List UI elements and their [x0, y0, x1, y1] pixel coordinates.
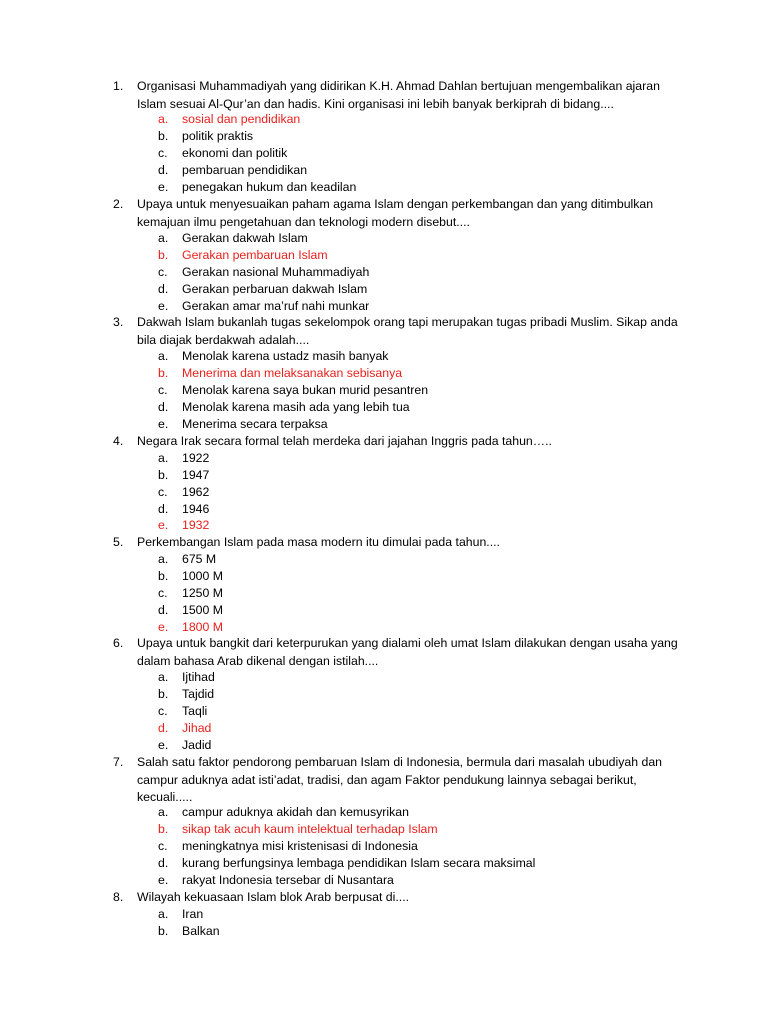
- option-7b: [0, 821, 768, 838]
- option-text: 1922: [182, 451, 210, 465]
- option-letter: b.: [158, 822, 169, 836]
- option-text: sikap tak acuh kaum intelektual terhadap Islam: [182, 822, 438, 836]
- option-letter: e.: [158, 518, 169, 532]
- option-text: Iran: [182, 907, 204, 921]
- option-letter: b.: [158, 129, 169, 143]
- question-number: 4.: [113, 434, 124, 448]
- question-text: Perkembangan Islam pada masa modern itu dimulai pada tahun....: [137, 535, 500, 549]
- question-number: 2.: [113, 197, 124, 211]
- question-text: Wilayah kekuasaan Islam blok Arab berpusat di....: [137, 890, 410, 904]
- question-text: Organisasi Muhammadiyah yang didirikan K.H. Ahmad Dahlan bertujuan mengembalikan ajaran Islam sesuai Al-Qur’an dan hadis. Kini organisasi ini lebih banyak berkiprah di bidang....: [137, 79, 660, 111]
- option-4e: [0, 517, 768, 534]
- option-letter: e.: [158, 417, 169, 431]
- option-6d: [0, 720, 768, 737]
- option-text: sosial dan pendidikan: [182, 112, 301, 126]
- option-letter: a.: [158, 112, 169, 126]
- option-text: 1946: [182, 502, 210, 516]
- question-text: Upaya untuk bangkit dari keterpurukan yang dialami oleh umat Islam dilakukan dengan usaha yang dalam bahasa Arab dikenal dengan istilah....: [137, 636, 678, 668]
- option-text: 1962: [182, 485, 210, 499]
- option-7d: [0, 855, 768, 872]
- option-3c: [0, 382, 768, 399]
- question-text: Upaya untuk menyesuaikan paham agama Islam dengan perkembangan dan yang ditimbulkan kemajuan ilmu pengetahuan dan teknologi modern disebut....: [137, 197, 654, 229]
- option-text: penegakan hukum dan keadilan: [182, 180, 357, 194]
- option-text: Gerakan pembaruan Islam: [182, 248, 328, 262]
- option-text: pembaruan pendidikan: [182, 163, 308, 177]
- option-7c: [0, 838, 768, 855]
- option-text: Jadid: [182, 738, 212, 752]
- question-number: 1.: [113, 79, 124, 93]
- question-text: Negara Irak secara formal telah merdeka dari jajahan Inggris pada tahun…..: [137, 434, 552, 448]
- option-text: meningkatnya misi kristenisasi di Indonesia: [182, 839, 418, 853]
- option-text: Menolak karena masih ada yang lebih tua: [182, 400, 410, 414]
- option-letter: e.: [158, 180, 169, 194]
- option-4c: [0, 484, 768, 501]
- option-text: Gerakan dakwah Islam: [182, 231, 308, 245]
- option-letter: e.: [158, 620, 169, 634]
- option-text: politik praktis: [182, 129, 254, 143]
- option-text: Taqli: [182, 704, 208, 718]
- option-letter: c.: [158, 839, 168, 853]
- question-text: Salah satu faktor pendorong pembaruan Islam di Indonesia, bermula dari masalah ubudiyah dan campur aduknya adat isti’adat, tradisi, dan agam Faktor pendukung lainnya sebagai berikut, kecuali.....: [137, 755, 663, 804]
- option-5b: [0, 568, 768, 585]
- option-letter: b.: [158, 924, 169, 938]
- option-text: 1947: [182, 468, 210, 482]
- option-letter: c.: [158, 146, 168, 160]
- option-text: Menerima secara terpaksa: [182, 417, 328, 431]
- option-8a: [0, 906, 768, 923]
- option-letter: c.: [158, 485, 168, 499]
- option-6a: [0, 669, 768, 686]
- option-3e: [0, 416, 768, 433]
- option-letter: c.: [158, 383, 168, 397]
- option-letter: d.: [158, 603, 169, 617]
- question-number: 6.: [113, 636, 124, 650]
- option-5e: [0, 619, 768, 636]
- option-text: 675 M: [182, 552, 217, 566]
- option-text: Ijtihad: [182, 670, 215, 684]
- option-letter: e.: [158, 299, 169, 313]
- option-letter: b.: [158, 248, 169, 262]
- option-letter: d.: [158, 502, 169, 516]
- option-2b: [0, 247, 768, 264]
- option-text: rakyat Indonesia tersebar di Nusantara: [182, 873, 394, 887]
- option-1e: [0, 179, 768, 196]
- option-letter: a.: [158, 349, 169, 363]
- option-letter: a.: [158, 670, 169, 684]
- option-letter: e.: [158, 738, 169, 752]
- option-text: Gerakan amar ma’ruf nahi munkar: [182, 299, 370, 313]
- option-5d: [0, 602, 768, 619]
- option-text: kurang berfungsinya lembaga pendidikan Islam secara maksimal: [182, 856, 536, 870]
- option-letter: c.: [158, 704, 168, 718]
- option-text: 1932: [182, 518, 210, 532]
- option-letter: a.: [158, 907, 169, 921]
- question-number: 3.: [113, 315, 124, 329]
- option-6c: [0, 703, 768, 720]
- option-3d: [0, 399, 768, 416]
- option-letter: b.: [158, 468, 169, 482]
- option-text: 1800 M: [182, 620, 224, 634]
- question-number: 5.: [113, 535, 124, 549]
- option-letter: d.: [158, 721, 169, 735]
- option-letter: a.: [158, 552, 169, 566]
- option-letter: a.: [158, 805, 169, 819]
- option-2e: [0, 298, 768, 315]
- option-2a: [0, 230, 768, 247]
- question-number: 7.: [113, 755, 124, 769]
- option-1b: [0, 128, 768, 145]
- option-text: Menolak karena saya bukan murid pesantren: [182, 383, 429, 397]
- option-letter: b.: [158, 687, 169, 701]
- option-5a: [0, 551, 768, 568]
- option-text: 1500 M: [182, 603, 224, 617]
- option-4b: [0, 467, 768, 484]
- option-letter: a.: [158, 231, 169, 245]
- option-text: Gerakan perbaruan dakwah Islam: [182, 282, 368, 296]
- option-1a: [0, 111, 768, 128]
- option-letter: d.: [158, 400, 169, 414]
- option-letter: d.: [158, 856, 169, 870]
- option-text: Balkan: [182, 924, 220, 938]
- option-7a: [0, 804, 768, 821]
- option-3b: [0, 365, 768, 382]
- option-text: 1000 M: [182, 569, 224, 583]
- option-text: Tajdid: [182, 687, 215, 701]
- option-text: Jihad: [182, 721, 212, 735]
- option-letter: a.: [158, 451, 169, 465]
- option-letter: b.: [158, 569, 169, 583]
- option-text: Menolak karena ustadz masih banyak: [182, 349, 389, 363]
- option-letter: c.: [158, 586, 168, 600]
- option-text: Gerakan nasional Muhammadiyah: [182, 265, 370, 279]
- option-5c: [0, 585, 768, 602]
- option-letter: c.: [158, 265, 168, 279]
- option-1c: [0, 145, 768, 162]
- option-8b: [0, 923, 768, 940]
- option-6e: [0, 737, 768, 754]
- option-text: ekonomi dan politik: [182, 146, 288, 160]
- option-7e: [0, 872, 768, 889]
- question-text: Dakwah Islam bukanlah tugas sekelompok orang tapi merupakan tugas pribadi Muslim. Sikap anda bila diajak berdakwah adalah....: [137, 315, 678, 347]
- option-letter: b.: [158, 366, 169, 380]
- option-letter: d.: [158, 163, 169, 177]
- option-letter: e.: [158, 873, 169, 887]
- option-1d: [0, 162, 768, 179]
- option-text: campur aduknya akidah dan kemusyrikan: [182, 805, 409, 819]
- question-number: 8.: [113, 890, 124, 904]
- option-2c: [0, 264, 768, 281]
- option-4a: [0, 450, 768, 467]
- option-2d: [0, 281, 768, 298]
- option-3a: [0, 348, 768, 365]
- option-letter: d.: [158, 282, 169, 296]
- option-6b: [0, 686, 768, 703]
- option-4d: [0, 501, 768, 518]
- option-text: Menerima dan melaksanakan sebisanya: [182, 366, 403, 380]
- option-text: 1250 M: [182, 586, 224, 600]
